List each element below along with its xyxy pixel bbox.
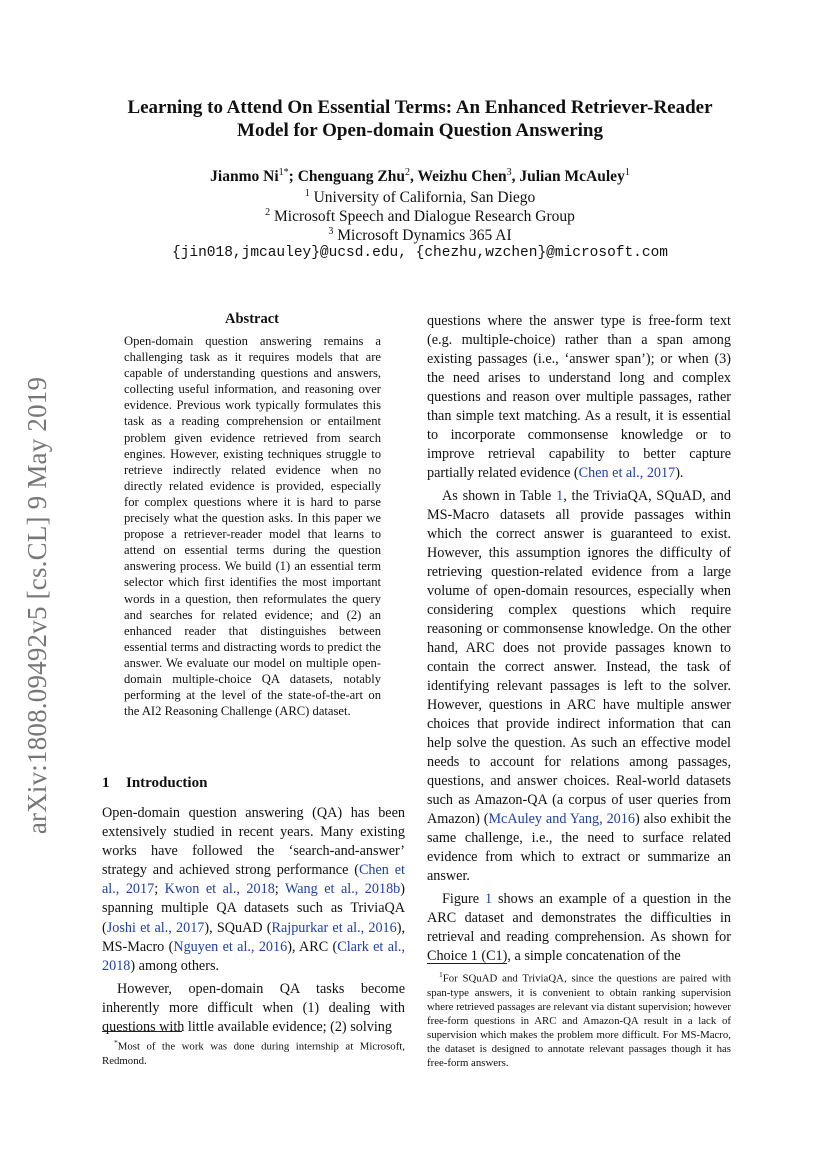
citation-link[interactable]: Nguyen et al., 2016 xyxy=(173,938,288,955)
body-text: Figure xyxy=(442,891,485,907)
author-list xyxy=(90,167,750,186)
right-column-body xyxy=(427,312,731,966)
body-text: Open-domain question answering (QA) has been extensively studied in recent years. Many existing works have followed the ‘search-and-answer’ strategy and achieved strong performance ( xyxy=(102,805,405,879)
author-separator: ; xyxy=(288,168,298,186)
citation-link[interactable]: Clark et al., 2018 xyxy=(102,938,406,974)
section-title: Introduction xyxy=(126,775,208,791)
citation-link[interactable]: Chen et al., 2017 xyxy=(102,862,405,898)
body-text: ), ARC ( xyxy=(287,938,338,955)
citation-link[interactable]: McAuley and Yang, 2016 xyxy=(488,811,635,827)
left-column-body xyxy=(102,804,405,1037)
figure-reference-link[interactable]: 1 xyxy=(484,891,493,907)
affiliation-text: Microsoft Speech and Dialogue Research Group xyxy=(270,208,575,226)
affiliation-text: University of California, San Diego xyxy=(309,189,536,207)
section-number: 1 xyxy=(102,775,110,791)
section-heading-introduction xyxy=(102,775,402,792)
body-text: ; xyxy=(154,881,165,898)
intro-paragraph-2: However, open-domain QA tasks become inherently more difficult when (1) dealing with questions with little available evidence; (2) solving xyxy=(102,980,405,1036)
footnote-mark: * xyxy=(114,1038,118,1047)
footnote-rule xyxy=(102,1031,182,1032)
arxiv-stamp xyxy=(18,360,58,850)
abstract-heading: Abstract xyxy=(225,311,279,327)
body-text: ) among others. xyxy=(130,957,220,974)
body-text: questions where the answer type is free-form text (e.g. multiple-choice) rather than a span among existing passages (i.e., ‘answer span’); or when (3) the need arises to understand long and complex questions and reason over multiple passages, rather than simple text matching. As a result, it is essential to incorporate commonsense knowledge or to improve retrieval capability to better capture partially related evidence ( xyxy=(427,313,731,481)
body-text: ). xyxy=(675,465,684,481)
affiliation-mark: 1 xyxy=(304,188,310,199)
author-separator: , xyxy=(511,168,520,186)
author-emails: {jin018,jmcauley}@ucsd.edu, {chezhu,wzchen}@microsoft.com xyxy=(172,245,668,261)
author-name: Julian McAuley xyxy=(519,168,625,186)
table-reference-link[interactable]: 1 xyxy=(556,488,564,504)
title-line-2: Model for Open-domain Question Answering xyxy=(237,120,603,141)
arxiv-identifier: arXiv:1808.09492v5 [cs.CL] 9 May 2019 xyxy=(22,376,53,834)
author-separator: , xyxy=(409,168,418,186)
body-text: ; xyxy=(274,881,285,898)
affiliation-mark: 2 xyxy=(265,207,271,218)
citation-link[interactable]: Wang et al., 2018b xyxy=(284,881,401,898)
author-mark: 1* xyxy=(278,167,289,178)
author-mark: 2 xyxy=(404,167,410,178)
body-text: ), SQuAD ( xyxy=(204,919,272,936)
author-name: Chenguang Zhu xyxy=(297,168,405,186)
author-mark: 1 xyxy=(624,167,630,178)
body-text: , the TriviaQA, SQuAD, and MS-Macro datasets all provide passages within which the correct answer is guaranteed to exist. However, this assumption ignores the difficulty of retrieving question-related evidence from a large volume of open-domain resources, especially when considering complex questions which require reasoning or commonsense knowledge. On the other hand, ARC does not provide passages known to contain the correct answer. Instead, the task of identifying relevant passages is left to the solver. However, questions in ARC have multiple answer choices that provide indirect information that can help solve the question. As such an effective model needs to account for relations among passages, questions, and answer choices. Real-world datasets such as Amazon-QA (a corpus of user queries from Amazon) ( xyxy=(427,488,731,827)
footnote-text: Most of the work was done during internship at Microsoft, Redmond. xyxy=(102,1040,405,1067)
paper-title xyxy=(90,96,750,142)
citation-link[interactable]: Rajpurkar et al., 2016 xyxy=(271,919,397,936)
footnote-internship xyxy=(102,1036,405,1068)
citation-link[interactable]: Kwon et al., 2018 xyxy=(164,881,275,898)
affiliation-text: Microsoft Dynamics 365 AI xyxy=(333,227,512,245)
intro-paragraph-5 xyxy=(427,890,731,966)
footnote-mark: 1 xyxy=(439,970,443,979)
body-text: ) spanning multiple QA datasets such as TriviaQA ( xyxy=(102,881,405,936)
body-text: ), MS-Macro ( xyxy=(102,919,406,955)
footnote-rule xyxy=(427,963,507,964)
intro-paragraph-1 xyxy=(102,804,405,976)
author-name: Weizhu Chen xyxy=(417,168,507,186)
body-text: shows an example of a question in the ARC dataset and demonstrates the difficulties in retrieval and reading comprehension. As shown for Choice 1 (C1), a simple concatenation of the xyxy=(427,891,732,964)
author-name: Jianmo Ni xyxy=(210,168,279,186)
affiliation-3 xyxy=(90,226,750,245)
intro-paragraph-3 xyxy=(427,312,731,483)
title-line-1: Learning to Attend On Essential Terms: An Enhanced Retriever-Reader xyxy=(127,97,713,118)
intro-paragraph-4 xyxy=(427,487,731,886)
footnote-datasets xyxy=(427,968,731,1070)
affiliation-mark: 3 xyxy=(328,226,334,237)
footnote-text: For SQuAD and TriviaQA, since the questions are paired with span-type answers, it is convenient to obtain ranking supervision where retrieved passages are relevant via distant supervision; however free-form questions in ARC and Amazon-QA result in a lack of supervision which makes the problem more difficult. For MS-Macro, the dataset is designed to annotate relevant passages though it has free-form answers. xyxy=(427,972,731,1069)
abstract-body xyxy=(124,333,381,719)
body-text: As shown in Table xyxy=(442,488,557,504)
affiliation-2 xyxy=(90,207,750,226)
citation-link[interactable]: Chen et al., 2017 xyxy=(578,465,676,481)
author-mark: 3 xyxy=(506,167,512,178)
body-text: ) also exhibit the same challenge, i.e., the need to surface related evidence from which to extract or summarize an answer. xyxy=(427,811,731,884)
abstract-text: Open-domain question answering remains a challenging task as it requires models that are capable of understanding questions and answers, collecting useful information, and reasoning over evidence. Previous work typically formulates this task as a reading comprehension or entailment problem given evidence retrieved from search engines. However, existing techniques struggle to retrieve indirectly related evidence when no directly related evidence is provided, especially for complex questions where it is hard to parse precisely what the question asks. In this paper we propose a retriever-reader model that learns to attend on essential terms during the question answering process. We build (1) an essential term selector which first identifies the most important words in a question, then reformulates the query and searches for related evidence; and (2) an enhanced reader that distinguishes between essential terms and distracting words to predict the answer. We evaluate our model on multiple open-domain multiple-choice QA datasets, notably performing at the level of the state-of-the-art on the AI2 Reasoning Challenge (ARC) dataset. xyxy=(124,334,381,719)
affiliation-1 xyxy=(90,188,750,207)
citation-link[interactable]: Joshi et al., 2017 xyxy=(106,919,205,936)
